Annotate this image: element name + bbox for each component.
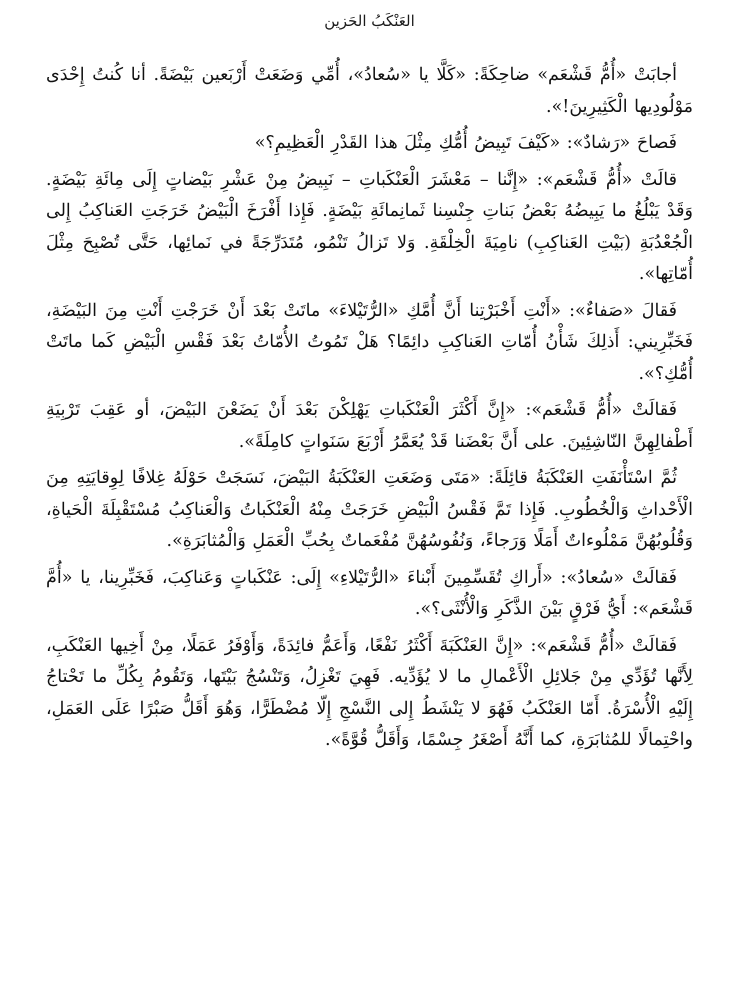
paragraph: فَقالَتْ «أُمُّ قَشْعَم»: «إِنَّ أَكْثَرَ الْعَنْكَباتِ يَهْلِكْنَ بَعْدَ أَنْ يَضَعْنَ البَيْضَ، أو عَقِبَ تَرْبِيَةِ أَطْفالِهِنَّ النّاشِئِينَ. على أَنَّ بَعْضَنا قَدْ يُعَمَّرُ أَرْبَعَ سَنَواتٍ كامِلَةً».	[46, 400, 693, 452]
running-header: العَنْكَبُ الحَزين	[324, 12, 415, 30]
paragraph: فَصاحَ «رَشادٌ»: «كَيْفَ تَبِيضُ أُمُّكِ مِثْلَ هذا القَدْرِ الْعَظِيمِ؟»	[254, 133, 677, 153]
paragraph: قالَتْ «أُمُّ قَشْعَم»: «إِنَّنا – مَعْشَرَ الْعَنْكَباتِ – نَبِيضُ مِنْ عَشْرِ بَيْضاتٍ إِلَى مِائَةِ بَيْضَةٍ. وَقَدْ يَبْلُغُ ما يَبِيضُهُ بَعْضُ بَناتِ جِنْسِنا ثَمانِمائَةِ بَيْضَةٍ. فَإِذا أَفْرَخَ الْبَيْضُ خَرَجَتِ العَناكِبُ إِلى الْجُعْدُبَةِ (بَيْتِ العَناكِبِ) نامِيَةَ الْخِلْقَةِ. وَلا تَزالُ تَنْمُو، مُتَدَرِّجَةً في نَمائِها، حَتَّى تُصْبِحَ مِثْلَ أُمّاتِها».	[46, 169, 693, 284]
paragraph: أجابَتْ «أُمُّ قَشْعَم» ضاحِكَةً: «كَلَّا يا «سُعادُ»، أُمِّي وَضَعَتْ أَرْبَعين بَيْضَةً. أنا كُنتُ إِحْدَى مَوْلُودِيها الْكَثِيرِينَ!».	[46, 65, 693, 117]
paragraph: فَقالَتْ «سُعادُ»: «أَراكِ تُقَسِّمِينَ أَبْناءَ «الرُّتَيْلاءِ» إِلَى: عَنْكَباتٍ وَعَناكِبَ، فَخَبِّرِينا، يا «أُمَّ قَشْعَم»: أَيُّ فَرْقٍ بَيْنَ الذَّكَرِ وَالْأُنْثَى؟».	[46, 567, 693, 619]
text-body	[46, 60, 693, 757]
paragraph: فَقالَتْ «أُمُّ قَشْعَم»: «إِنَّ العَنْكَبَةَ أَكْثَرُ نَفْعًا، وَأَعَمُّ فائِدَةً، وَأَوْفَرُ عَمَلًا، مِنْ أَخِيها العَنْكَبِ، لِأَنَّها تُؤَدِّي مِنْ جَلائِلِ الْأَعْمالِ ما لا يُؤَدِّيه. فَهِيَ تَغْزِلُ، وَتَنْسُجُ بَيْتَها، وَتَقُومُ بِكُلِّ ما تَحْتاجُ إِلَيْهِ الْأُسْرَةُ. أَمّا العَنْكَبُ فَهُوَ لا يَنْشَطُ إِلى النَّسْجِ إِلّا مُضْطَرًّا، وَهُوَ أَقَلُّ صَبْرًا عَلَى العَمَلِ، واحْتِمالًا للمُثابَرَةِ، كما أَنَّهُ أَصْغَرُ جِسْمًا، وَأَقَلُّ قُوَّةً».	[46, 635, 693, 750]
paragraph: فَقالَ «صَفاءٌ»: «أَنْتِ أَخْبَرْتِنا أَنَّ أُمَّكِ «الرُّتَيْلاءَ» ماتَتْ بَعْدَ أَنْ خَرَجْتِ أَنْتِ مِنَ البَيْضَةِ، فَخَبِّرِيني: أَذلِكَ شَأْنُ أُمّاتِ العَناكِبِ دائِمًا؟ هَلْ تَمُوتُ الأُمّاتُ بَعْدَ فَقْسِ الْبَيْضِ كَما ماتَتْ أُمُّكِ؟».	[46, 300, 693, 384]
paragraph: ثُمَّ اسْتَأْنَفَتِ العَنْكَبَةُ قائِلَةً: «مَتَى وَضَعَتِ العَنْكَبَةُ البَيْضَ، نَسَجَتْ حَوْلَهُ غِلافًا لِوِقايَتِهِ مِنَ الْأَحْداثِ وَالْخُطُوبِ. فَإِذا تَمَّ فَقْسُ الْبَيْضِ خَرَجَتْ مِنْهُ الْعَنْكَباتُ وَالْعَناكِبُ مُسْتَقْبِلَةَ الْحَياةِ، وَقُلُوبُهُنَّ مَمْلُوءاتٌ أَمَلًا وَرَجاءً، وَنُفُوسُهُنَّ مُفْعَماتٌ بِحُبِّ الْعَمَلِ وَالْمُثابَرَةِ».	[46, 468, 693, 551]
